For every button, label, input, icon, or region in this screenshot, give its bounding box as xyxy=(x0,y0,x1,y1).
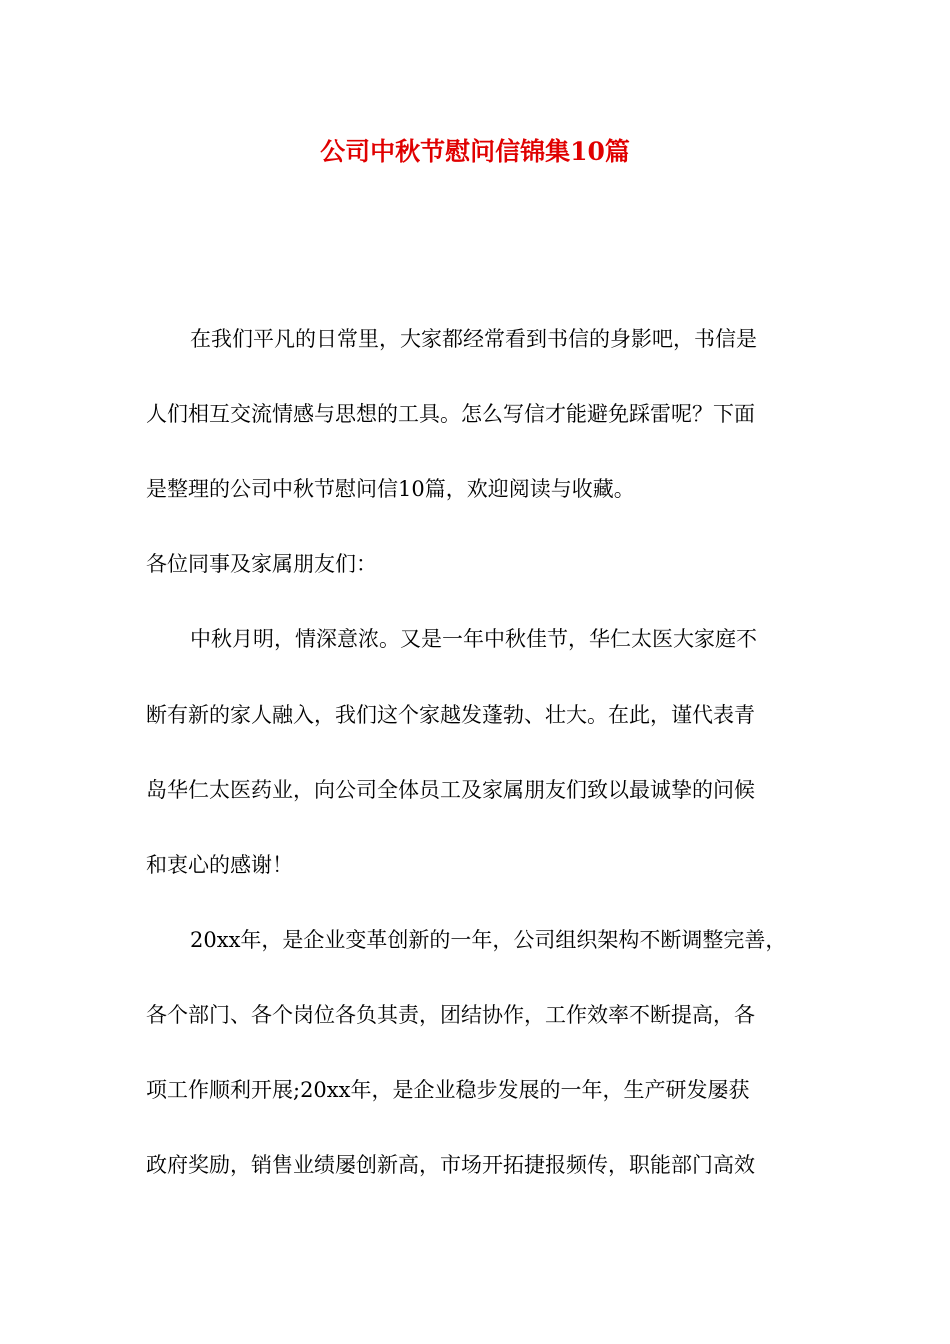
paragraph-1-line-4: 和衷心的感谢！ xyxy=(146,853,293,877)
paragraph-1-line-2: 断有新的家人融入，我们这个家越发蓬勃、壮大。在此，谨代表青 xyxy=(146,703,755,727)
paragraph-2-line-1: 20xx年，是企业变革创新的一年，公司组织架构不断调整完善， xyxy=(190,928,787,952)
paragraph-2-line-4: 政府奖励，销售业绩屡创新高，市场开拓捷报频传，职能部门高效 xyxy=(146,1153,755,1177)
paragraph-2-line-2: 各个部门、各个岗位各负其责，团结协作，工作效率不断提高，各 xyxy=(146,1003,755,1027)
paragraph-2-line-3: 项工作顺利开展;20xx年，是企业稳步发展的一年，生产研发屡获 xyxy=(146,1078,750,1102)
intro-line-2: 人们相互交流情感与思想的工具。怎么写信才能避免踩雷呢？下面 xyxy=(146,402,755,426)
paragraph-1-line-3: 岛华仁太医药业，向公司全体员工及家属朋友们致以最诚挚的问候 xyxy=(146,778,755,802)
intro-line-1: 在我们平凡的日常里，大家都经常看到书信的身影吧，书信是 xyxy=(190,327,757,351)
salutation: 各位同事及家属朋友们： xyxy=(146,552,377,576)
document-title: 公司中秋节慰问信锦集10篇 xyxy=(320,137,630,166)
paragraph-1-line-1: 中秋月明，情深意浓。又是一年中秋佳节，华仁太医大家庭不 xyxy=(190,627,757,651)
intro-line-3: 是整理的公司中秋节慰问信10篇，欢迎阅读与收藏。 xyxy=(146,477,635,501)
